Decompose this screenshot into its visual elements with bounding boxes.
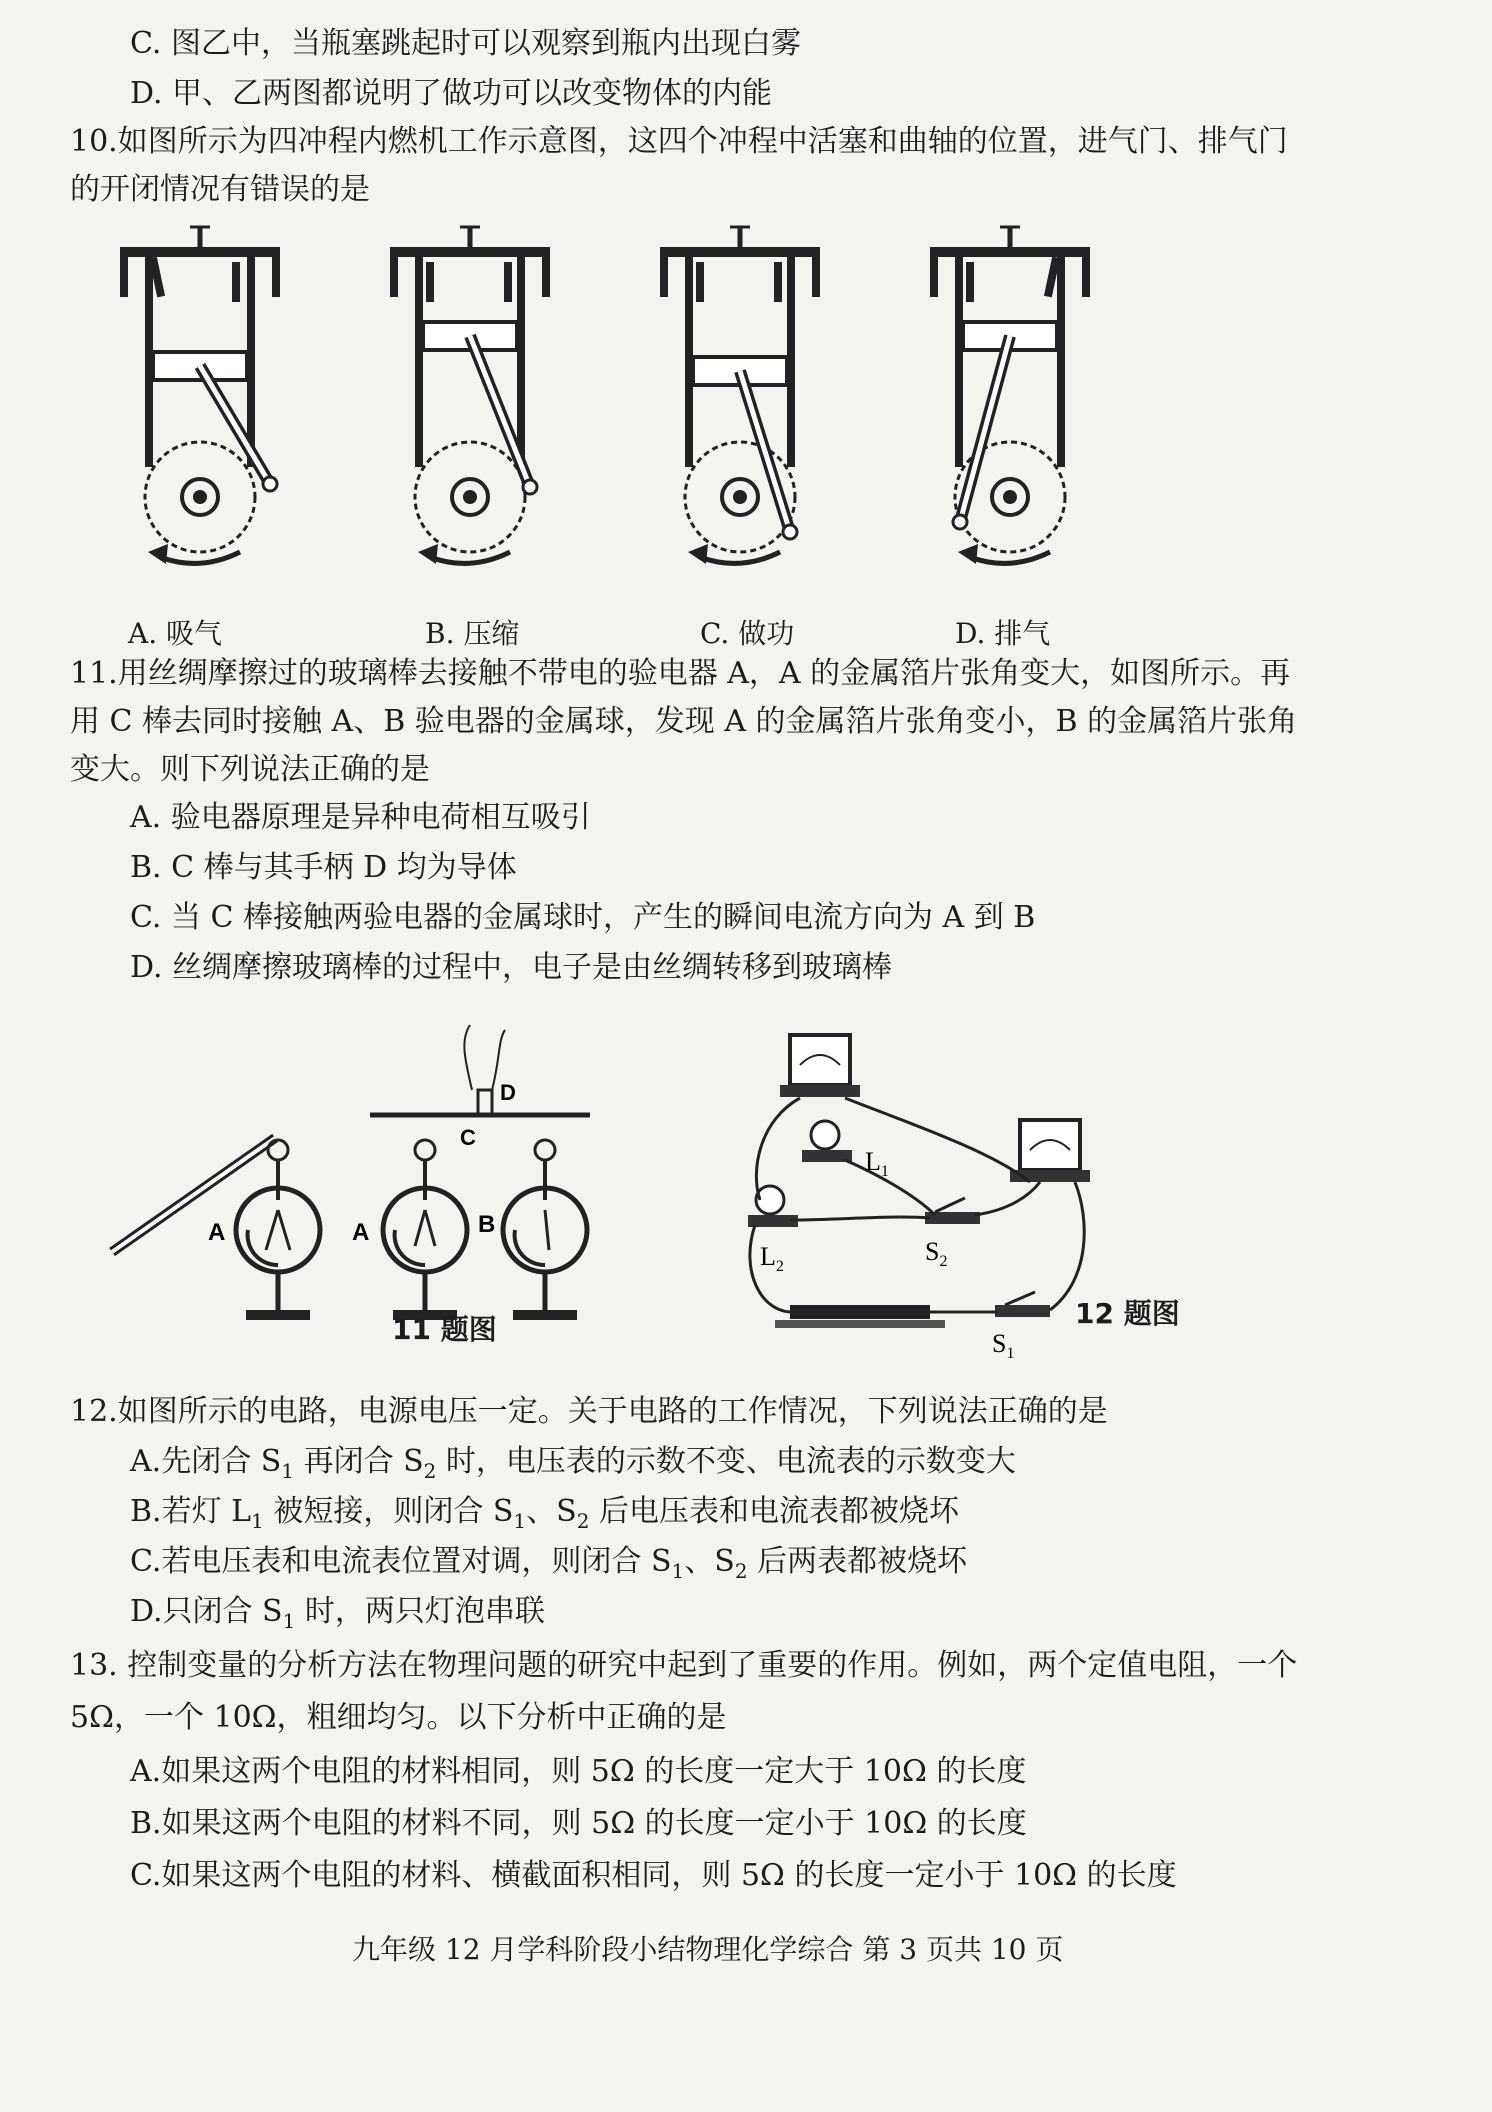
engine-label-c: C. 做功 (700, 617, 795, 650)
svg-text:L1 (865, 1147, 889, 1180)
voltmeter-icon (790, 1035, 850, 1085)
engine-a-intake (120, 227, 280, 564)
q11-stem-line2: 用 C 棒去同时接触 A、B 验电器的金属球，发现 A 的金属箔片张角变小，B 的金属箔片张角 (70, 704, 1298, 739)
fig12-caption: 12 题图 (1075, 1297, 1180, 1330)
fig11-label-d: D (500, 1080, 516, 1105)
fig11-label-b: B (478, 1211, 496, 1238)
bulb-l2-icon (756, 1186, 784, 1214)
q12-option-a: A.先闭合 $S_1$ 再闭合 $S_2$ 时，电压表的示数不变、电流表的示数变大 (130, 1444, 1016, 1483)
page-footer: 九年级 12 月学科阶段小结物理化学综合 第 3 页共 10 页 (352, 1933, 1064, 1966)
engine-label-d: D. 排气 (955, 617, 1051, 650)
battery-icon (790, 1305, 930, 1319)
fig11-label-a-right: A (352, 1219, 370, 1246)
q11-option-a: A. 验电器原理是异种电荷相互吸引 (130, 800, 591, 835)
q10-stem-line2: 的开闭情况有错误的是 (70, 172, 370, 207)
electroscope-figure (100, 1020, 600, 1350)
fig12-label-s2: S (925, 1237, 940, 1266)
svg-text:S2 (925, 1237, 947, 1270)
q11-stem-line3: 变大。则下列说法正确的是 (70, 752, 430, 787)
q12-option-c: C.若电压表和电流表位置对调，则闭合 $S_1$、$S_2$ 后两表都被烧坏 (130, 1544, 968, 1583)
svg-text:S1 (992, 1329, 1014, 1360)
q11-option-c: C. 当 C 棒接触两验电器的金属球时，产生的瞬间电流方向为 A 到 B (130, 900, 1036, 935)
engine-label-b: B. 压缩 (425, 617, 520, 650)
fig12-label-l1: L (865, 1147, 881, 1176)
q13-option-c: C.如果这两个电阻的材料、横截面积相同，则 5Ω 的长度一定小于 10Ω 的长度 (130, 1858, 1177, 1893)
q13-option-a: A.如果这两个电阻的材料相同，则 5Ω 的长度一定大于 10Ω 的长度 (130, 1754, 1027, 1789)
q9-option-d: D. 甲、乙两图都说明了做功可以改变物体的内能 (130, 76, 773, 111)
fig11-label-c: C (460, 1125, 476, 1150)
fig12-label-s2-sub: 2 (939, 1253, 948, 1270)
fig11-caption: 11 题图 (392, 1313, 497, 1346)
engine-strokes-figure (100, 222, 1140, 582)
q11-stem-line1: 11.用丝绸摩擦过的玻璃棒去接触不带电的验电器 A，A 的金属箔片张角变大，如图所示。再 (70, 656, 1291, 691)
fig12-label-l2: L (760, 1242, 776, 1271)
engine-c-power (660, 227, 820, 564)
q12-option-b: B.若灯 $L_1$ 被短接，则闭合 $S_1$、$S_2$ 后电压表和电流表都被烧坏 (130, 1494, 959, 1533)
fig12-label-s1: S (992, 1329, 1007, 1358)
q11-option-d: D. 丝绸摩擦玻璃棒的过程中，电子是由丝绸转移到玻璃棒 (130, 950, 893, 985)
fig12-label-l1-sub: 1 (880, 1163, 889, 1180)
q13-stem-line2: 5Ω，一个 10Ω，粗细均匀。以下分析中正确的是 (70, 1700, 727, 1735)
engine-label-a: A. 吸气 (128, 617, 223, 650)
engine-d-exhaust (930, 227, 1090, 564)
q13-option-b: B.如果这两个电阻的材料不同，则 5Ω 的长度一定小于 10Ω 的长度 (130, 1806, 1027, 1841)
q12-stem: 12.如图所示的电路，电源电压一定。关于电路的工作情况，下列说法正确的是 (70, 1394, 1108, 1429)
fig11-label-a-left: A (208, 1219, 226, 1246)
q9-option-c: C. 图乙中，当瓶塞跳起时可以观察到瓶内出现白雾 (130, 26, 801, 61)
q10-stem-line1: 10.如图所示为四冲程内燃机工作示意图，这四个冲程中活塞和曲轴的位置，进气门、排气门 (70, 124, 1288, 159)
ammeter-icon (1020, 1120, 1080, 1170)
fig12-label-s1-sub: 1 (1006, 1345, 1015, 1360)
switch-s1-icon (995, 1305, 1050, 1317)
q11-option-b: B. C 棒与其手柄 D 均为导体 (130, 850, 517, 885)
svg-text:L2 (760, 1242, 784, 1275)
q13-stem-line1: 13. 控制变量的分析方法在物理问题的研究中起到了重要的作用。例如，两个定值电阻，一个 (70, 1648, 1298, 1683)
fig12-label-l2-sub: 2 (775, 1258, 784, 1275)
q12-option-d: D.只闭合 $S_1$ 时，两只灯泡串联 (130, 1594, 545, 1633)
bulb-l1-icon (811, 1121, 839, 1149)
engine-b-compression (390, 227, 550, 564)
